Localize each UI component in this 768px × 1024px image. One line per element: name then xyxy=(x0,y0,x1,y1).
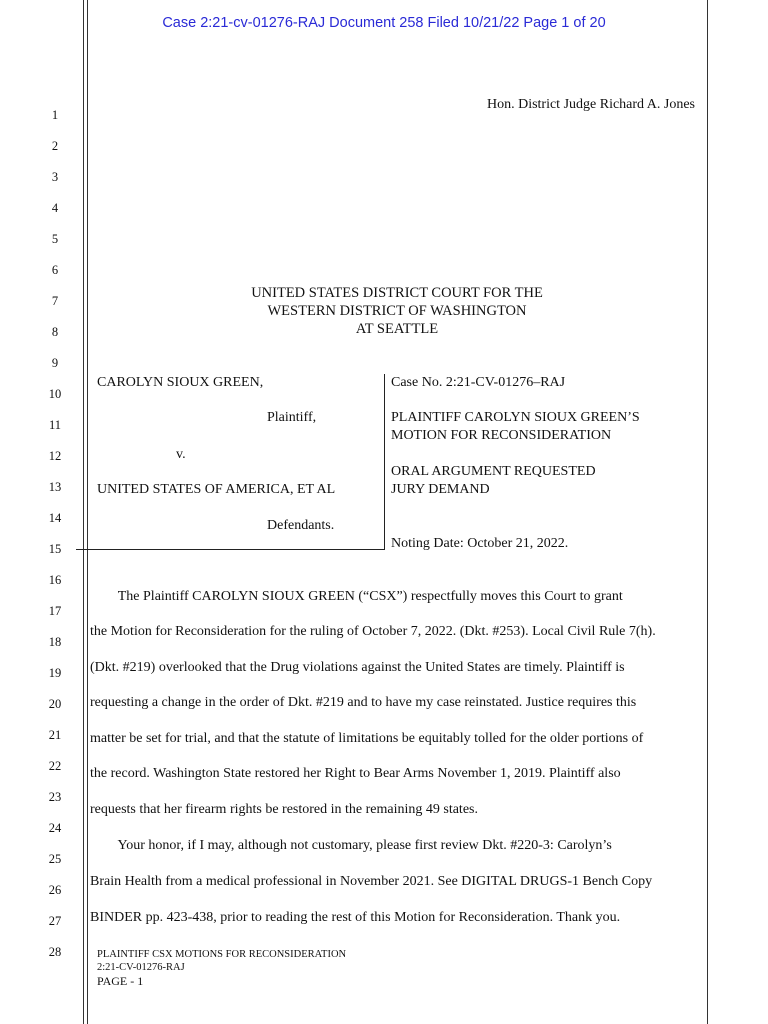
line-number: 6 xyxy=(51,263,59,277)
line-number: 20 xyxy=(48,697,62,711)
body-line: The Plaintiff CAROLYN SIOUX GREEN (“CSX”) respectfully moves this Court to grant xyxy=(90,589,623,604)
line-number: 3 xyxy=(51,170,59,184)
jury-demand: JURY DEMAND xyxy=(391,482,490,497)
court-name-line-2: WESTERN DISTRICT OF WASHINGTON xyxy=(267,303,527,319)
line-number: 18 xyxy=(48,635,62,649)
line-number: 22 xyxy=(48,759,62,773)
body-line: Brain Health from a medical professional in November 2021. See DIGITAL DRUGS-1 Bench Copy xyxy=(90,874,653,889)
plaintiff-label: Plaintiff, xyxy=(267,410,317,425)
line-number: 8 xyxy=(51,325,59,339)
judge-name: Hon. District Judge Richard A. Jones xyxy=(486,97,695,112)
caption-bottom-rule xyxy=(76,549,385,550)
body-line: requesting a change in the order of Dkt. #219 and to have my case reinstated. Justice requires this xyxy=(90,695,637,710)
line-number: 1 xyxy=(51,108,59,122)
line-number: 16 xyxy=(48,573,62,587)
line-number: 9 xyxy=(51,356,59,370)
line-number: 4 xyxy=(51,201,59,215)
line-number: 19 xyxy=(48,666,62,680)
line-number: 10 xyxy=(48,387,62,401)
line-number: 12 xyxy=(48,449,62,463)
body-line: the record. Washington State restored her Right to Bear Arms November 1, 2019. Plaintiff also xyxy=(90,766,621,781)
line-number: 15 xyxy=(48,542,62,556)
right-margin-rule xyxy=(707,0,708,1024)
court-location: AT SEATTLE xyxy=(355,321,439,337)
versus: v. xyxy=(176,447,186,462)
left-margin-rule-outer xyxy=(83,0,84,1024)
line-number: 13 xyxy=(48,480,62,494)
line-number: 7 xyxy=(51,294,59,308)
defendant-label: Defendants. xyxy=(267,518,335,533)
caption-divider xyxy=(384,374,385,550)
footer-case-number: 2:21-CV-01276-RAJ xyxy=(97,962,185,973)
line-number: 17 xyxy=(48,604,62,618)
line-number: 2 xyxy=(51,139,59,153)
noting-date: Noting Date: October 21, 2022. xyxy=(391,536,569,551)
line-number: 24 xyxy=(48,821,62,835)
line-number: 21 xyxy=(48,728,62,742)
case-number: Case No. 2:21-CV-01276–RAJ xyxy=(391,375,566,390)
ecf-header-stamp: Case 2:21-cv-01276-RAJ Document 258 Filed 10/21/22 Page 1 of 20 xyxy=(162,15,606,31)
line-number: 5 xyxy=(51,232,59,246)
line-number: 27 xyxy=(48,914,62,928)
line-number: 28 xyxy=(48,945,62,959)
line-number: 23 xyxy=(48,790,62,804)
body-line: Your honor, if I may, although not customary, please first review Dkt. #220-3: Carolyn’s xyxy=(90,838,612,853)
plaintiff-name: CAROLYN SIOUX GREEN, xyxy=(97,375,264,390)
line-number: 26 xyxy=(48,883,62,897)
footer-title: PLAINTIFF CSX MOTIONS FOR RECONSIDERATION xyxy=(97,949,347,960)
body-line: matter be set for trial, and that the statute of limitations be equitably tolled for the older portions of xyxy=(90,731,644,746)
court-name-line-1: UNITED STATES DISTRICT COURT FOR THE xyxy=(251,285,543,301)
line-number: 11 xyxy=(48,418,62,432)
defendant-name: UNITED STATES OF AMERICA, ET AL xyxy=(97,482,336,497)
body-line: the Motion for Reconsideration for the ruling of October 7, 2022. (Dkt. #253). Local Civil Rule 7(h). xyxy=(90,624,656,639)
left-margin-rule-inner xyxy=(87,0,88,1024)
oral-argument-requested: ORAL ARGUMENT REQUESTED xyxy=(391,464,596,479)
body-line: BINDER pp. 423-438, prior to reading the rest of this Motion for Reconsideration. Thank you. xyxy=(90,910,621,925)
line-number: 14 xyxy=(48,511,62,525)
body-line: (Dkt. #219) overlooked that the Drug violations against the United States are timely. Plaintiff is xyxy=(90,660,625,675)
document-title-line-2: MOTION FOR RECONSIDERATION xyxy=(391,428,612,443)
document-title-line-1: PLAINTIFF CAROLYN SIOUX GREEN’S xyxy=(391,410,640,425)
line-number: 25 xyxy=(48,852,62,866)
footer-page-number: PAGE - 1 xyxy=(97,974,144,988)
body-line: requests that her firearm rights be restored in the remaining 49 states. xyxy=(90,802,478,817)
